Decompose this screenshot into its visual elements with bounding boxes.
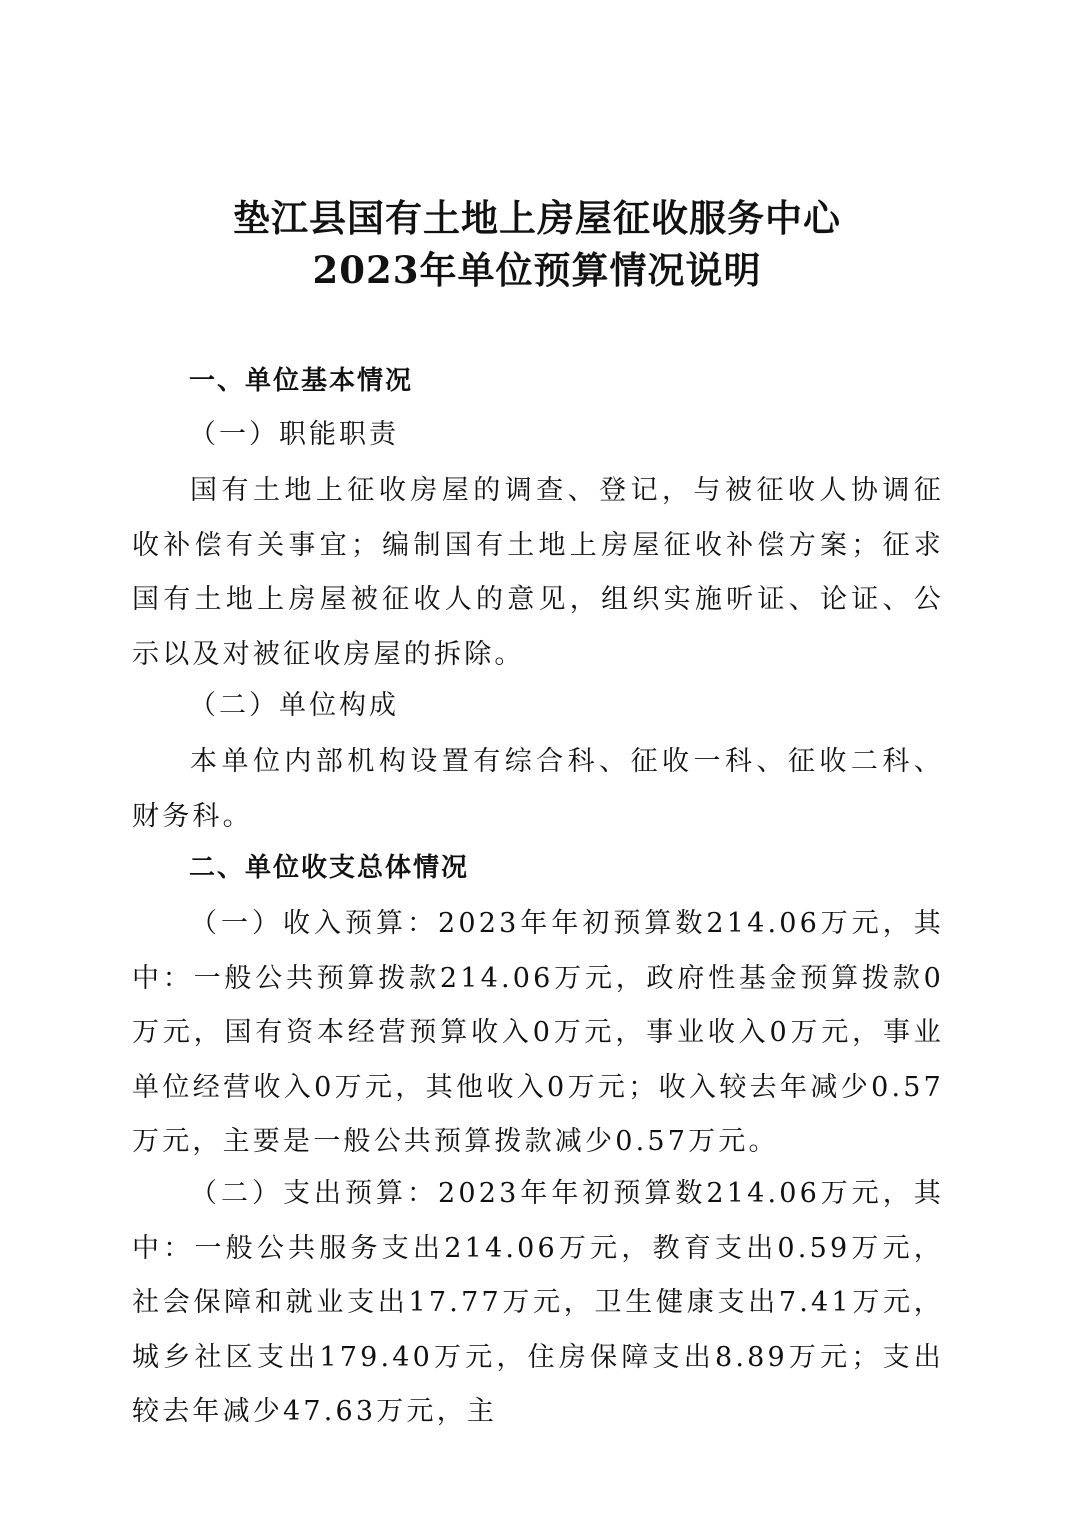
document-title-line2: 2023年单位预算情况说明: [312, 248, 762, 292]
section1-heading: 一、单位基本情况: [189, 366, 414, 396]
section1-subheading-structure: （二）单位构成: [189, 690, 399, 721]
section2-heading: 二、单位收支总体情况: [189, 853, 470, 883]
section2-expenditure-paragraph: （二）支出预算：2023年年初预算数214.06万元，其中：一般公共服务支出214.06万元，教育支出0.59万元，社会保障和就业支出17.77万元，卫生健康支出7.41万元，城乡社区支出179.40万元，住房保障支出8.89万元；支出较去年减少47.63万元，主: [132, 1178, 944, 1428]
section1-subheading-duties: （一）职能职责: [189, 419, 399, 450]
section1-duties-paragraph: 国有土地上征收房屋的调查、登记，与被征收人协调征收补偿有关事宜；编制国有土地上房屋征收补偿方案；征求国有土地上房屋被征收人的意见，组织实施听证、论证、公示以及对被征收房屋的拆除。: [132, 475, 944, 670]
document-title-line1: 垫江县国有土地上房屋征收服务中心: [233, 196, 841, 240]
section1-structure-paragraph: 本单位内部机构设置有综合科、征收一科、征收二科、财务科。: [132, 746, 944, 832]
section2-income-paragraph: （一）收入预算：2023年年初预算数214.06万元，其中：一般公共预算拨款214.06万元，政府性基金预算拨款0万元，国有资本经营预算收入0万元，事业收入0万元，事业单位经营收入0万元，其他收入0万元；收入较去年减少0.57万元，主要是一般公共预算拨款减少0.57万元。: [132, 908, 944, 1158]
